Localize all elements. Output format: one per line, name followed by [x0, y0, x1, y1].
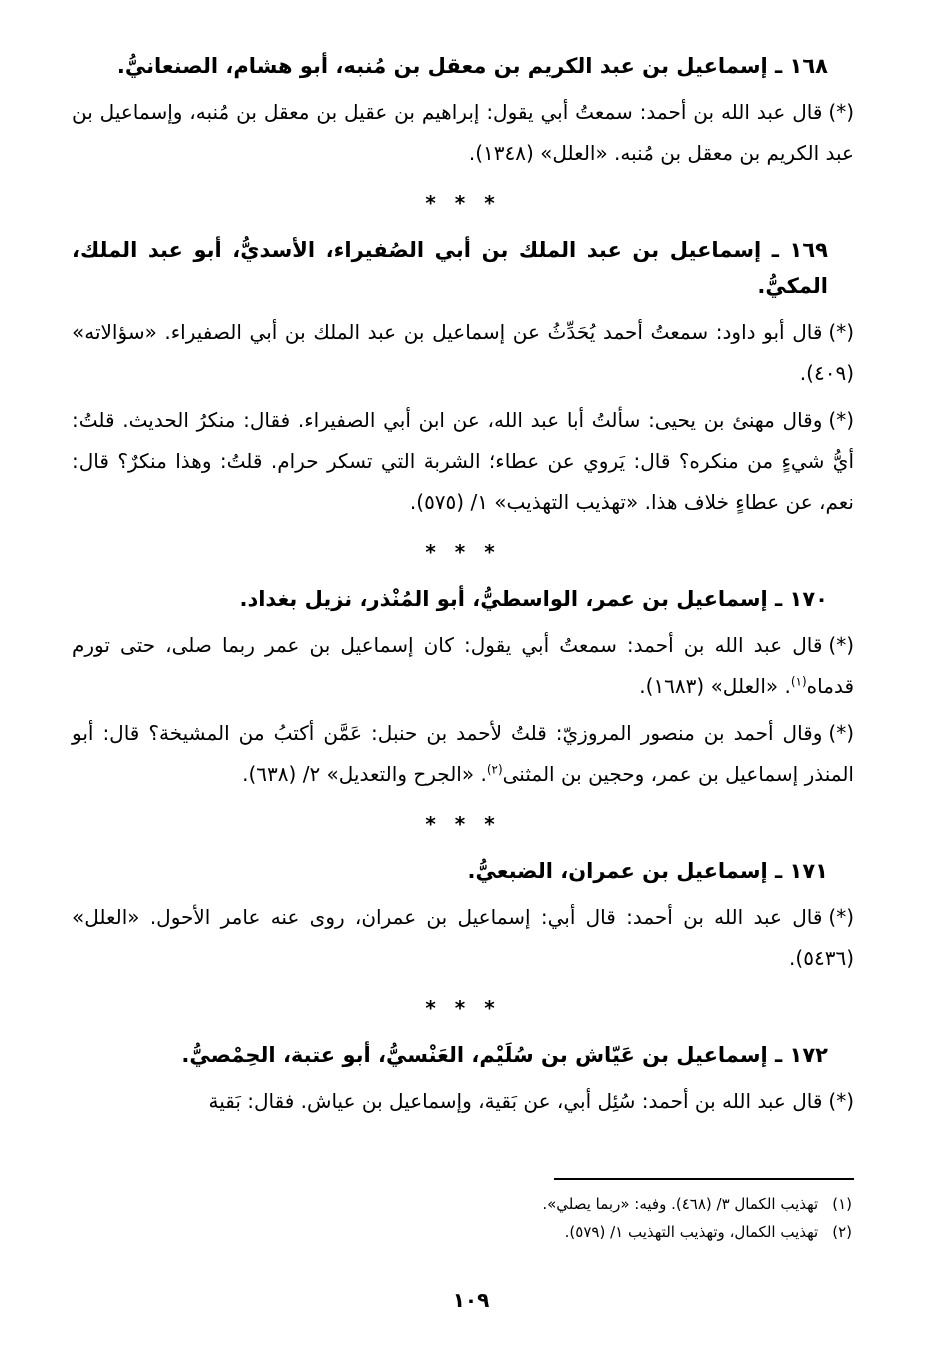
entry-heading: ١٦٨ ـ إسماعيل بن عبد الكريم بن معقل بن مُنبه، أبو هشام، الصنعانيُّ. — [116, 54, 828, 78]
entry-172 — [72, 1037, 854, 1122]
section-separator: * * * — [425, 996, 501, 1020]
page-number: ١٠٩ — [452, 1288, 490, 1312]
entry-paragraph — [72, 400, 854, 523]
entry-heading: ١٧٢ ـ إسماعيل بن عَيّاش بن سُلَيْم، العَنْسيُّ، أبو عتبة، الحِمْصيُّ. — [181, 1043, 828, 1067]
asterisk-marker: (*) — [828, 408, 854, 432]
entry-paragraph — [72, 1081, 854, 1122]
page-body — [72, 48, 854, 1128]
paragraph-text: قال أبو داود: سمعتُ أحمد يُحَدِّثُ عن إسماعيل بن عبد الملك بن أبي الصفيراء. «سؤالاته» (٤٠٩). — [72, 320, 854, 385]
paragraph-text: قال عبد الله بن أحمد: سُئِل أبي، عن بَقية، وإسماعيل بن عياش. فقال: بَقية — [208, 1089, 823, 1113]
footnote-item — [88, 1218, 852, 1246]
paragraph-text-after: . «الجرح والتعديل» ٢/ (٦٣٨). — [242, 762, 487, 786]
footnotes — [88, 1178, 852, 1246]
asterisk-marker: (*) — [828, 100, 854, 124]
footnote-number: (١) — [832, 1195, 852, 1213]
asterisk-marker: (*) — [828, 320, 854, 344]
asterisk-marker: (*) — [828, 721, 854, 745]
entry-169 — [72, 232, 854, 523]
asterisk-marker: (*) — [828, 1089, 854, 1113]
entry-170 — [72, 581, 854, 795]
paragraph-text: وقال أحمد بن منصور المروزيّ: قلتُ لأحمد بن حنبل: عَمَّن أكتبُ من المشيخة؟ قال: أبو المنذر إسماعيل بن عمر، وحجين بن المثنى — [72, 721, 854, 786]
entry-heading: ١٧١ ـ إسماعيل بن عمران، الضبعيُّ. — [467, 859, 828, 883]
footnote-number: (٢) — [832, 1223, 852, 1241]
entry-paragraph — [72, 713, 854, 795]
paragraph-text: قال عبد الله بن أحمد: سمعتُ أبي يقول: إبراهيم بن عقيل بن معقل بن مُنبه، وإسماعيل بن عبد الكريم بن معقل بن مُنبه. «العلل» (١٣٤٨). — [72, 100, 854, 165]
footnote-rule — [554, 1178, 854, 1180]
paragraph-text: قال عبد الله بن أحمد: قال أبي: إسماعيل بن عمران، روى عنه عامر الأحول. «العلل» (٥٤٣٦). — [72, 905, 854, 970]
entry-171 — [72, 853, 854, 979]
entry-paragraph — [72, 625, 854, 707]
footnote-item — [88, 1190, 852, 1218]
section-separator: * * * — [425, 812, 501, 836]
footnote-text: تهذيب الكمال ٣/ (٤٦٨). وفيه: «ربما يصلي». — [542, 1195, 819, 1213]
paragraph-text-after: . «العلل» (١٦٨٣). — [639, 674, 791, 698]
footnote-ref[interactable]: (٢) — [486, 762, 503, 777]
footnote-ref[interactable]: (١) — [790, 674, 807, 689]
footnote-text: تهذيب الكمال، وتهذيب التهذيب ١/ (٥٧٩). — [564, 1223, 819, 1241]
asterisk-marker: (*) — [828, 905, 854, 929]
section-separator: * * * — [425, 191, 501, 215]
entry-paragraph — [72, 897, 854, 979]
asterisk-marker: (*) — [828, 633, 854, 657]
entry-paragraph — [72, 92, 854, 174]
entry-168 — [72, 48, 854, 174]
entry-heading: ١٦٩ ـ إسماعيل بن عبد الملك بن أبي الصُفيراء، الأسديُّ، أبو عبد الملك، المكيُّ. — [72, 238, 828, 298]
paragraph-text: قال عبد الله بن أحمد: سمعتُ أبي يقول: كان إسماعيل بن عمر ربما صلى، حتى تورم قدماه — [72, 633, 854, 698]
entry-paragraph — [72, 312, 854, 394]
paragraph-text: وقال مهنئ بن يحيى: سألتُ أبا عبد الله، عن ابن أبي الصفيراء. فقال: منكرُ الحديث. قلتُ: أيُّ شيءٍ من منكره؟ قال: يَروي عن عطاء؛ الشربة التي تسكر حرام. قلتُ: وهذا منكرٌ؟ قال: نعم، عن عطاءٍ خلاف هذا. «تهذيب التهذيب» ١/ (٥٧٥). — [72, 408, 854, 514]
entry-heading: ١٧٠ ـ إسماعيل بن عمر، الواسطيُّ، أبو المُنْذر، نزيل بغداد. — [239, 587, 828, 611]
section-separator: * * * — [425, 540, 501, 564]
